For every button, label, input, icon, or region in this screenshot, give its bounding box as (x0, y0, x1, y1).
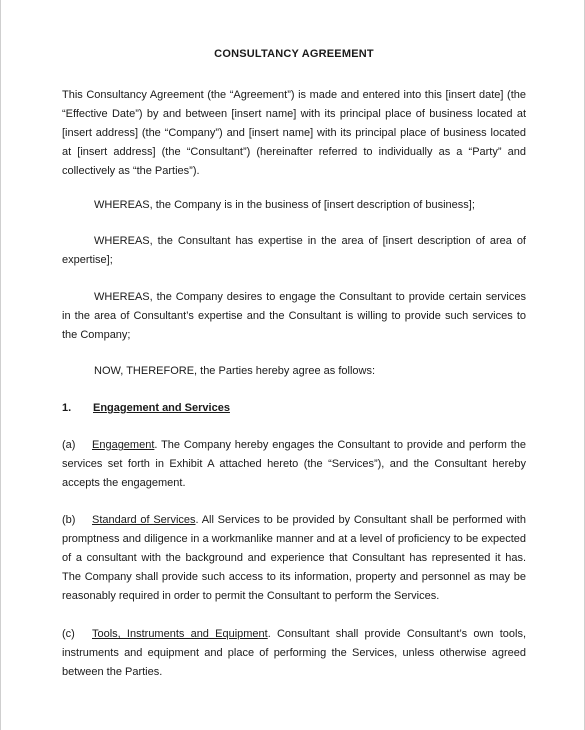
section-number: 1. (62, 402, 72, 414)
document-title: CONSULTANCY AGREEMENT (214, 48, 374, 60)
whereas-engage-paragraph: WHEREAS, the Company desires to engage the Consultant to provide certain services in the area of Consultant’s expertise and the Consultant is willing to provide such services to the Company; (62, 291, 526, 341)
intro-paragraph: This Consultancy Agreement (the “Agreement”) is made and entered into this [insert date] (the “Effective Date”) by and between [insert name] with its principal place of business located at [insert address] (the “Company”) and [insert name] with its principal place of business located at [insert address] (the “Consultant”) (hereinafter referred to individually as a “Party” and collectively as “the Parties”). (62, 89, 526, 177)
clause-label: (b) (62, 514, 76, 526)
whereas-expertise-paragraph: WHEREAS, the Consultant has expertise in the area of [insert description of area of expertise]; (62, 235, 526, 266)
clause-label: (c) (62, 628, 75, 640)
clause-b-paragraph (62, 511, 526, 606)
clause-text: . Consultant shall provide Consultant’s own tools, instruments and equipment and place of performing the Services, unless otherwise agreed between the Parties. (62, 628, 526, 678)
clause-heading: Standard of Services (92, 514, 196, 526)
clause-a-paragraph (62, 436, 526, 493)
section-title: Engagement and Services (93, 402, 230, 414)
clause-c-paragraph (62, 625, 526, 682)
clause-text: . The Company hereby engages the Consultant to provide and perform the services set forth in Exhibit A attached hereto (the “Services”), and the Consultant hereby accepts the engagement. (62, 439, 526, 489)
now-therefore-paragraph: NOW, THEREFORE, the Parties hereby agree as follows: (94, 365, 376, 377)
clause-label: (a) (62, 439, 76, 451)
clause-text: . All Services to be provided by Consultant shall be performed with promptness and diligence in a workmanlike manner and at a level of proficiency to be expected of a consultant with the background and experience that Consultant has represented it has. The Company shall provide such access to its information, property and personnel as may be reasonably required in order to permit the Consultant to perform the Services. (62, 514, 526, 602)
section-1-heading (62, 399, 526, 418)
clause-heading: Engagement (92, 439, 155, 451)
whereas-business-paragraph: WHEREAS, the Company is in the business of [insert description of business]; (94, 199, 475, 211)
clause-heading: Tools, Instruments and Equipment (92, 628, 268, 640)
